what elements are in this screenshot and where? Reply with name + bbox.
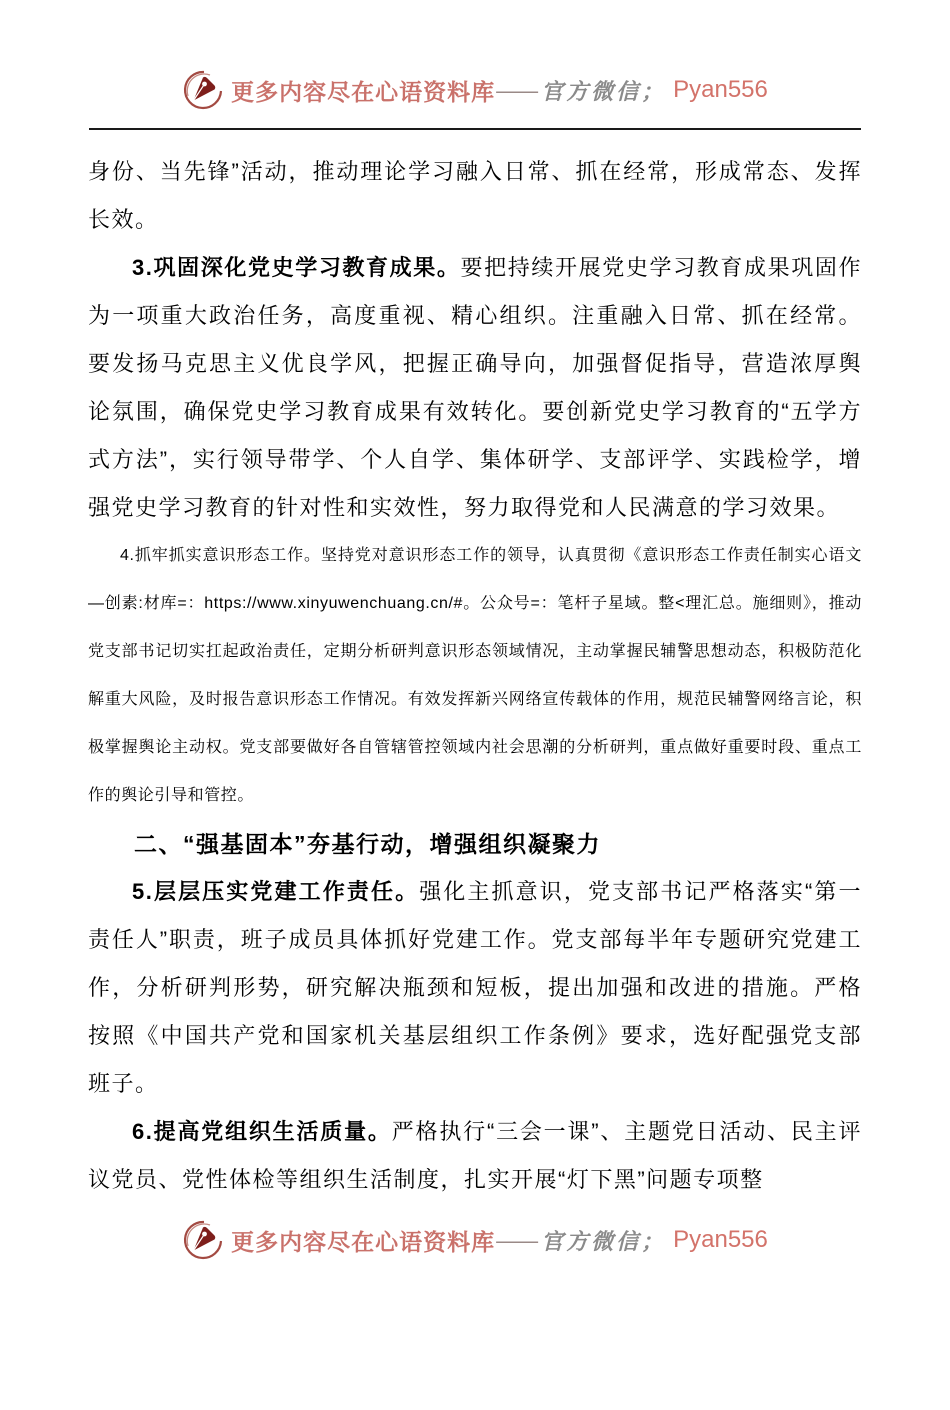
watermark-wechat-label: 官方微信；	[541, 78, 667, 104]
document-page	[0, 66, 950, 1410]
watermark-wechat-label: 官方微信；	[541, 1228, 667, 1254]
paragraph-5	[88, 868, 862, 1108]
paragraph-continuation: 身份、当先锋”活动，推动理论学习融入日常、抓在经常，形成常态、发挥长效。	[88, 159, 862, 232]
paragraph-3-lead: 3.巩固深化党史学习教育成果。	[132, 255, 461, 280]
watermark-brand-text: 更多内容尽在心语资料库	[231, 79, 496, 105]
header-watermark	[0, 66, 950, 114]
watermark-dash: ——	[496, 76, 535, 103]
paragraph-5-text: 强化主抓意识，党支部书记严格落实“第一责任人”职责，班子成员具体抓好党建工作。党支部每半年专题研究党建工作，分析研判形势，研究解决瓶颈和短板，提出加强和改进的措施。严格按照《中国共产党和国家机关基层组织工作条例》要求，选好配强党支部班子。	[88, 879, 863, 1096]
watermark-wechat-id: Pyan556	[673, 76, 768, 103]
paragraph-3	[88, 244, 862, 532]
paragraph-6-text: 严格执行“三会一课”、主题党日活动、民主评议党员、党性体检等组织生活制度，扎实开展“灯下黑”问题专项整	[88, 1119, 862, 1192]
paragraph-5-lead: 5.层层压实党建工作责任。	[132, 879, 420, 904]
document-body	[0, 130, 950, 1204]
watermark-brand-text: 更多内容尽在心语资料库	[231, 1229, 496, 1255]
paragraph-4-small: 4.抓牢抓实意识形态工作。坚持党对意识形态工作的领导，认真贯彻《意识形态工作责任制实心语文—创素:材库=：https://www.xinyuwenchuang.cn/#。公众号=：笔杆子星域。整<理汇总。施细则》，推动党支部书记切实扛起政治责任，定期分析研判意识形态领域情况，主动掌握民辅警思想动态，积极防范化解重大风险，及时报告意识形态工作情况。有效发挥新兴网络宣传载体的作用，规范民辅警网络言论，积极掌握舆论主动权。党支部要做好各自管辖管控领域内社会思潮的分析研判，重点做好重要时段、重点工作的舆论引导和管控。	[88, 547, 862, 804]
watermark-wechat-id: Pyan556	[673, 1226, 768, 1253]
paragraph-6-lead: 6.提高党组织生活质量。	[132, 1119, 392, 1144]
pen-nib-swirl-icon	[182, 1219, 224, 1261]
pen-nib-swirl-icon	[182, 69, 224, 111]
section-heading-2: 二、“强基固本”夯基行动，增强组织凝聚力	[134, 831, 601, 857]
footer-watermark	[0, 1216, 950, 1264]
watermark-dash: ——	[496, 1226, 535, 1253]
paragraph-3-text: 要把持续开展党史学习教育成果巩固作为一项重大政治任务，高度重视、精心组织。注重融入日常、抓在经常。要发扬马克思主义优良学风，把握正确导向，加强督促指导，营造浓厚舆论氛围，确保党史学习教育成果有效转化。要创新党史学习教育的“五学方式方法”，实行领导带学、个人自学、集体研学、支部评学、实践检学，增强党史学习教育的针对性和实效性，努力取得党和人民满意的学习效果。	[88, 255, 862, 520]
paragraph-6	[88, 1108, 862, 1204]
